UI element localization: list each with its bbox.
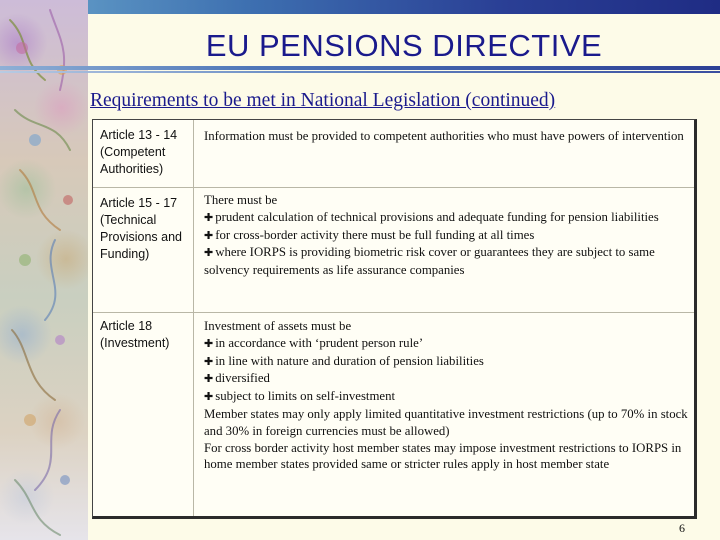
requirements-table	[92, 119, 697, 519]
article-cell	[100, 318, 190, 352]
requirement-bullet: ✚ in accordance with ‘prudent person rule’	[204, 335, 424, 350]
requirement-bullet: ✚ for cross-border activity there must be full funding at all times	[204, 227, 535, 242]
slide-subtitle: Requirements to be met in National Legislation (continued)	[90, 90, 556, 111]
requirement-bullet: ✚ diversified	[204, 371, 270, 386]
article-topic: (Technical Provisions and Funding)	[100, 213, 182, 261]
plus-bullet-icon: ✚	[204, 390, 214, 404]
requirement-text: There must be	[204, 193, 278, 207]
plus-bullet-icon: ✚	[204, 210, 214, 224]
requirement-text: Investment of assets must be	[204, 319, 352, 333]
requirement-bullet: ✚ subject to limits on self-investment	[204, 389, 396, 404]
requirement-text: Information must be provided to competent authorities who must have powers of intervention	[204, 129, 684, 143]
plus-bullet-icon: ✚	[204, 228, 214, 242]
title-divider	[0, 66, 720, 70]
plus-bullet-icon: ✚	[204, 336, 214, 350]
article-number: Article 15 - 17	[100, 196, 178, 210]
requirement-cell	[204, 192, 689, 279]
title-divider-secondary	[0, 71, 720, 73]
requirement-cell	[204, 318, 689, 473]
article-number: Article 18	[100, 319, 153, 333]
plus-bullet-icon: ✚	[204, 354, 214, 368]
article-topic: (Investment)	[100, 336, 170, 350]
table-row	[93, 313, 694, 518]
requirement-cell	[204, 128, 689, 145]
article-cell	[100, 127, 190, 178]
top-accent-bar	[0, 0, 720, 14]
requirement-bullet: ✚ where IORPS is providing biometric risk cover or guarantees they are subject to same solvency requirements as life assurance companies	[204, 245, 655, 278]
requirement-text: Member states may only apply limited quantitative investment restrictions (up to 70% in stock and 30% in foreign currencies must be allowed)	[204, 406, 688, 438]
article-number: Article 13 - 14	[100, 128, 178, 142]
plus-bullet-icon: ✚	[204, 246, 214, 260]
article-cell	[100, 195, 190, 263]
table-row	[93, 188, 694, 312]
requirement-bullet: ✚ in line with nature and duration of pension liabilities	[204, 353, 484, 368]
article-topic: (Competent Authorities)	[100, 145, 166, 176]
requirement-bullet: ✚ prudent calculation of technical provisions and adequate funding for pension liabilities	[204, 209, 659, 224]
table-row	[93, 120, 694, 187]
page-number: 6	[679, 521, 685, 535]
plus-bullet-icon: ✚	[204, 372, 214, 386]
slide-title: EU PENSIONS DIRECTIVE	[205, 28, 603, 63]
decorative-sidebar	[0, 0, 88, 540]
requirement-text: For cross border activity host member states may impose investment restrictions to IORPS in home member states provided same or stricter rules apply in host member state	[204, 440, 682, 472]
sidebar-artwork	[0, 0, 88, 540]
